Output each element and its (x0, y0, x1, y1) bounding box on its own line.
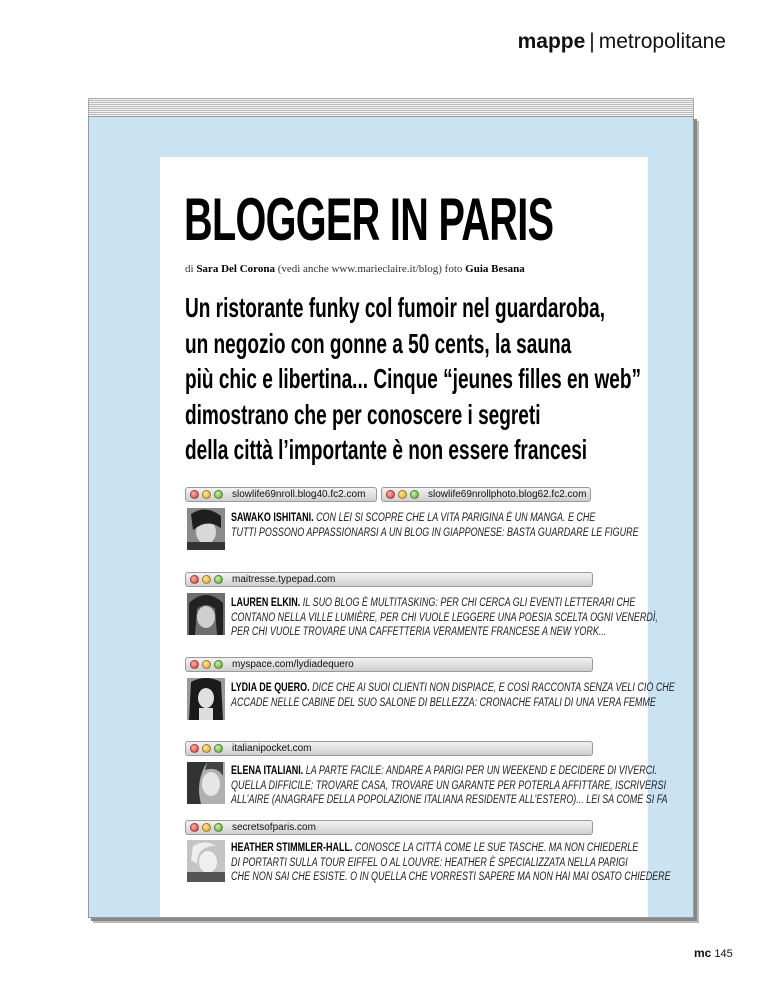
url-bar (185, 820, 593, 835)
url-text: maitresse.typepad.com (232, 574, 336, 585)
url-text: slowlife69nrollphoto.blog62.fc2.com (428, 489, 587, 500)
page-number: 145 (714, 948, 733, 960)
lead-line: un negozio con gonne a 50 cents, la sauna (185, 327, 572, 359)
blogger-text: IL SUO BLOG È MULTITASKING: PER CHI CERCA GLI EVENTI LETTERARI CHE (302, 597, 636, 609)
url-text: slowlife69nroll.blog40.fc2.com (232, 489, 366, 500)
browser-minimize-dot-icon (202, 823, 211, 832)
url-text: myspace.com/lydiadequero (232, 659, 354, 670)
browser-minimize-dot-icon (202, 744, 211, 753)
magazine-logo: mc (694, 946, 712, 960)
blogger-text: ALL’AIRE (ANAGRAFE DELLA POPOLAZIONE ITALIANA RESIDENTE ALL’ESTERO)... LEI SA COME SI FA (231, 794, 668, 806)
browser-zoom-dot-icon (214, 575, 223, 584)
lead-line: della città l’importante è non essere francesi (185, 434, 588, 465)
section-separator: | (589, 30, 595, 53)
blogger-name: ELENA ITALIANI. (231, 765, 304, 777)
blogger-entry (231, 764, 667, 808)
url-text: italianipocket.com (232, 743, 312, 754)
browser-minimize-dot-icon (202, 490, 211, 499)
blogger-text: ACCADE NELLE CABINE DEL SUO SALONE DI BELLEZZA: CRONACHE FATALI DI UNA VERA FEMME (231, 696, 656, 709)
browser-zoom-dot-icon (214, 823, 223, 832)
byline-prefix: di (185, 263, 194, 275)
browser-minimize-dot-icon (202, 575, 211, 584)
blogger-text: DI PORTARTI SULLA TOUR EIFFEL O AL LOUVRE: HEATHER È SPECIALIZZATA NELLA PARIGI (231, 856, 628, 869)
browser-minimize-dot-icon (398, 490, 407, 499)
url-bar (381, 487, 591, 502)
blogger-text: CON LEI SI SCOPRE CHE LA VITA PARIGINA È UN MANGA. E CHE (316, 512, 596, 524)
blogger-text: PER CHI VUOLE TROVARE UNA CAFFETTERIA VERAMENTE FRANCESE A NEW YORK... (231, 626, 607, 638)
browser-zoom-dot-icon (214, 490, 223, 499)
lead-line: più chic e libertina... Cinque “jeunes filles en web” (185, 363, 642, 394)
browser-zoom-dot-icon (214, 744, 223, 753)
browser-zoom-dot-icon (214, 660, 223, 669)
section-title-bold: mappe (517, 30, 586, 53)
browser-close-dot-icon (386, 490, 395, 499)
url-text: secretsofparis.com (232, 822, 316, 833)
browser-close-dot-icon (190, 575, 199, 584)
blogger-text: QUELLA DIFFICILE: TROVARE CASA, TROVARE UN GARANTE PER POTERLA AFFITTARE, ISCRIVERSI (231, 779, 666, 792)
blogger-name: SAWAKO ISHITANI. (231, 512, 314, 524)
blogger-photo (187, 678, 225, 720)
blogger-name: LAUREN ELKIN. (231, 597, 301, 609)
byline-photo-label: foto (444, 263, 463, 275)
browser-close-dot-icon (190, 660, 199, 669)
lead-paragraph (185, 290, 641, 468)
browser-close-dot-icon (190, 823, 199, 832)
byline-photographer: Guia Besana (465, 263, 525, 275)
url-bar (185, 572, 593, 587)
browser-close-dot-icon (190, 744, 199, 753)
browser-close-dot-icon (190, 490, 199, 499)
byline-author: Sara Del Corona (196, 263, 275, 275)
browser-zoom-dot-icon (410, 490, 419, 499)
blogger-photo (187, 593, 225, 635)
blogger-photo (187, 508, 225, 550)
url-bar (185, 657, 593, 672)
blogger-text: LA PARTE FACILE: ANDARE A PARIGI PER UN WEEKEND E DECIDERE DI VIVERCI. (305, 765, 658, 777)
section-title-light: metropolitane (598, 30, 726, 53)
blogger-entry (231, 681, 675, 710)
blogger-text: DICE CHE AI SUOI CLIENTI NON DISPIACE, E COSÌ RACCONTA SENZA VELI CIÒ CHE (312, 682, 675, 694)
browser-minimize-dot-icon (202, 660, 211, 669)
blogger-text: TUTTI POSSONO APPASSIONARSI A UN BLOG IN GIAPPONESE: BASTA GUARDARE LE FIGURE (231, 526, 639, 539)
article-title: BLOGGER IN PARIS (184, 186, 554, 253)
byline (185, 263, 525, 275)
url-bar (185, 487, 377, 502)
blogger-entry (231, 841, 671, 885)
lead-line: Un ristorante funky col fumoir nel guardaroba, (185, 292, 605, 323)
page-footer (694, 946, 733, 960)
blogger-text: CHE NON SAI CHE ESISTE. O IN QUELLA CHE VORRESTI SAPERE MA NON HAI MAI OSATO CHIEDERE (231, 871, 671, 883)
byline-note: (vedi anche www.marieclaire.it/blog) (277, 263, 442, 275)
blogger-text: CONTANO NELLA VILLE LUMIÈRE, PER CHI VUOLE LEGGERE UNA POESIA SCELTA OGNI VENERDÌ, (231, 611, 658, 624)
blogger-name: HEATHER STIMMLER-HALL. (231, 842, 353, 854)
blogger-entry (231, 596, 658, 640)
blogger-photo (187, 762, 225, 804)
lead-line: dimostrano che per conoscere i segreti (185, 398, 541, 430)
section-header (518, 30, 726, 54)
url-bar (185, 741, 593, 756)
blogger-text: CONOSCE LA CITTÀ COME LE SUE TASCHE. MA NON CHIEDERLE (354, 842, 639, 854)
blogger-photo (187, 840, 225, 882)
blogger-name: LYDIA DE QUERO. (231, 682, 310, 694)
blogger-entry (231, 511, 639, 540)
